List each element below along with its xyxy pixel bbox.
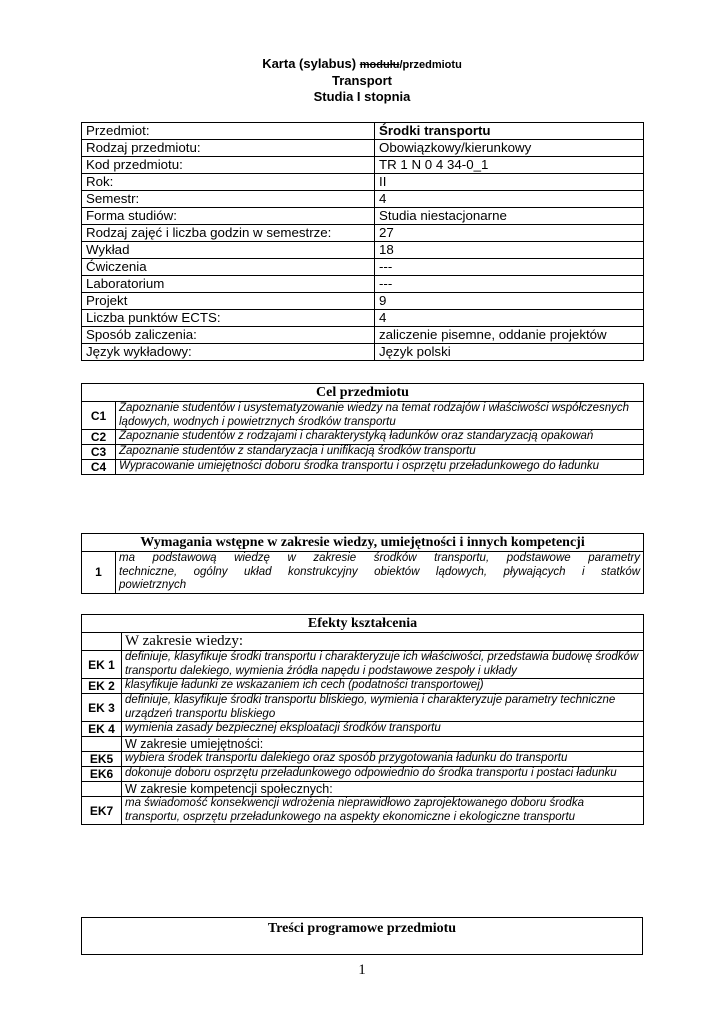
outcome-text: wybiera środek transportu dalekiego oraz sposób przygotowania ładunku do transportu (122, 752, 644, 767)
property-label: Rodzaj zajęć i liczba godzin w semestrze: (82, 225, 375, 242)
outcome-row (82, 679, 644, 694)
objective-row (82, 445, 644, 460)
outcome-group-spacer (82, 782, 122, 797)
outcome-text: definiuje, klasyfikuje środki transportu i charakteryzuje ich właściwości, przedstawia budowę środków transportu dalekiego, wymienia źródła napędu i podstawowe zespoły i układy (122, 651, 644, 679)
property-row (82, 140, 644, 157)
outcome-text: klasyfikuje ładunki ze wskazaniem ich cech (podatności transportowej) (122, 679, 644, 694)
course-properties-table (81, 122, 644, 361)
outcome-code: EK 2 (82, 679, 122, 694)
property-row (82, 293, 644, 310)
outcome-group-spacer (82, 737, 122, 752)
document-header (0, 56, 724, 105)
objective-text: Zapoznanie studentów z standaryzacja i unifikacją środków transportu (116, 445, 644, 460)
header-line-1: Karta (sylabus) modułu/przedmiotu (262, 56, 462, 71)
property-row (82, 259, 644, 276)
property-row (82, 174, 644, 191)
outcome-row (82, 722, 644, 737)
objective-code: C4 (82, 460, 116, 475)
property-row (82, 208, 644, 225)
property-value: 4 (375, 191, 644, 208)
objective-code: C3 (82, 445, 116, 460)
outcome-group-row (82, 737, 644, 752)
property-row (82, 225, 644, 242)
objective-code: C2 (82, 430, 116, 445)
property-label: Projekt (82, 293, 375, 310)
property-label: Ćwiczenia (82, 259, 375, 276)
property-label: Forma studiów: (82, 208, 375, 225)
section-title: Efekty kształcenia (82, 615, 644, 633)
outcome-row (82, 752, 644, 767)
outcome-code: EK 1 (82, 651, 122, 679)
course-content-table (81, 917, 643, 955)
outcome-text: ma świadomość konsekwencji wdrożenia nieprawidłowo zaprojektowanego doboru środka transportu, osprzętu przeładunkowego na aspekty ekonomiczne i ekologiczne transportu (122, 797, 644, 825)
objective-text: Wypracowanie umiejętności doboru środka transportu i osprzętu przeładunkowego do ładunku (116, 460, 644, 475)
objective-text: Zapoznanie studentów i usystematyzowanie wiedzy na temat rodzajów i właściwości współczesnych lądowych, wodnych i powietrznych środków transportu (116, 402, 644, 430)
property-value: Obowiązkowy/kierunkowy (375, 140, 644, 157)
property-value: II (375, 174, 644, 191)
property-row (82, 191, 644, 208)
property-value: TR 1 N 0 4 34-0_1 (375, 157, 644, 174)
outcome-code: EK6 (82, 767, 122, 782)
property-row (82, 242, 644, 259)
outcome-text: dokonuje doboru osprzętu przeładunkowego odpowiednio do środka transportu i postaci ładunku (122, 767, 644, 782)
outcome-group-heading: W zakresie wiedzy: (122, 633, 644, 651)
outcome-text: definiuje, klasyfikuje środki transportu bliskiego, wymienia i charakteryzuje parametry techniczne urządzeń transportu bliskiego (122, 694, 644, 722)
outcome-group-row (82, 633, 644, 651)
property-label: Sposób zaliczenia: (82, 327, 375, 344)
outcome-row (82, 694, 644, 722)
property-value: Studia niestacjonarne (375, 208, 644, 225)
property-label: Laboratorium (82, 276, 375, 293)
outcome-text: wymienia zasady bezpiecznej eksploatacji środków transportu (122, 722, 644, 737)
property-value: Środki transportu (375, 123, 644, 140)
property-value: zaliczenie pisemne, oddanie projektów (375, 327, 644, 344)
outcome-row (82, 797, 644, 825)
property-value: 9 (375, 293, 644, 310)
outcome-row (82, 651, 644, 679)
page-number: 1 (358, 962, 366, 978)
header-line-3: Studia I stopnia (313, 89, 411, 104)
property-row (82, 123, 644, 140)
property-value: 27 (375, 225, 644, 242)
property-label: Rodzaj przedmiotu: (82, 140, 375, 157)
section-title: Wymagania wstępne w zakresie wiedzy, umiejętności i innych kompetencji (82, 534, 644, 552)
learning-outcomes-table (81, 614, 644, 825)
property-row (82, 276, 644, 293)
property-row (82, 310, 644, 327)
property-value: Język polski (375, 344, 644, 361)
outcome-code: EK7 (82, 797, 122, 825)
outcome-code: EK 3 (82, 694, 122, 722)
course-objectives-table (81, 383, 644, 475)
struck-word: modułu (359, 59, 400, 71)
outcome-group-heading: W zakresie kompetencji społecznych: (122, 782, 644, 797)
property-label: Liczba punktów ECTS: (82, 310, 375, 327)
prerequisite-text: ma podstawową wiedzę w zakresie środków transportu, podstawowe parametry techniczne, ogólny układ konstrukcyjny obiektów lądowych, pływających i statków powietrznych (116, 552, 644, 594)
objective-row (82, 430, 644, 445)
objective-code: C1 (82, 402, 116, 430)
property-value: --- (375, 276, 644, 293)
property-label: Przedmiot: (82, 123, 375, 140)
prerequisite-number: 1 (82, 552, 116, 594)
outcome-group-spacer (82, 633, 122, 651)
section-title: Treści programowe przedmiotu (82, 918, 643, 955)
outcome-code: EK5 (82, 752, 122, 767)
header-line-2: Transport (332, 73, 392, 88)
outcome-row (82, 767, 644, 782)
property-value: --- (375, 259, 644, 276)
outcome-group-heading: W zakresie umiejętności: (122, 737, 644, 752)
objective-row (82, 460, 644, 475)
property-label: Semestr: (82, 191, 375, 208)
outcome-code: EK 4 (82, 722, 122, 737)
property-label: Język wykładowy: (82, 344, 375, 361)
objective-text: Zapoznanie studentów z rodzajami i charakterystyką ładunków oraz standaryzacją opakowań (116, 430, 644, 445)
property-label: Rok: (82, 174, 375, 191)
property-label: Wykład (82, 242, 375, 259)
property-label: Kod przedmiotu: (82, 157, 375, 174)
section-title: Cel przedmiotu (82, 384, 644, 402)
property-value: 18 (375, 242, 644, 259)
outcome-group-row (82, 782, 644, 797)
prerequisites-table (81, 533, 644, 594)
property-row (82, 157, 644, 174)
property-row (82, 327, 644, 344)
property-row (82, 344, 644, 361)
property-value: 4 (375, 310, 644, 327)
objective-row (82, 402, 644, 430)
